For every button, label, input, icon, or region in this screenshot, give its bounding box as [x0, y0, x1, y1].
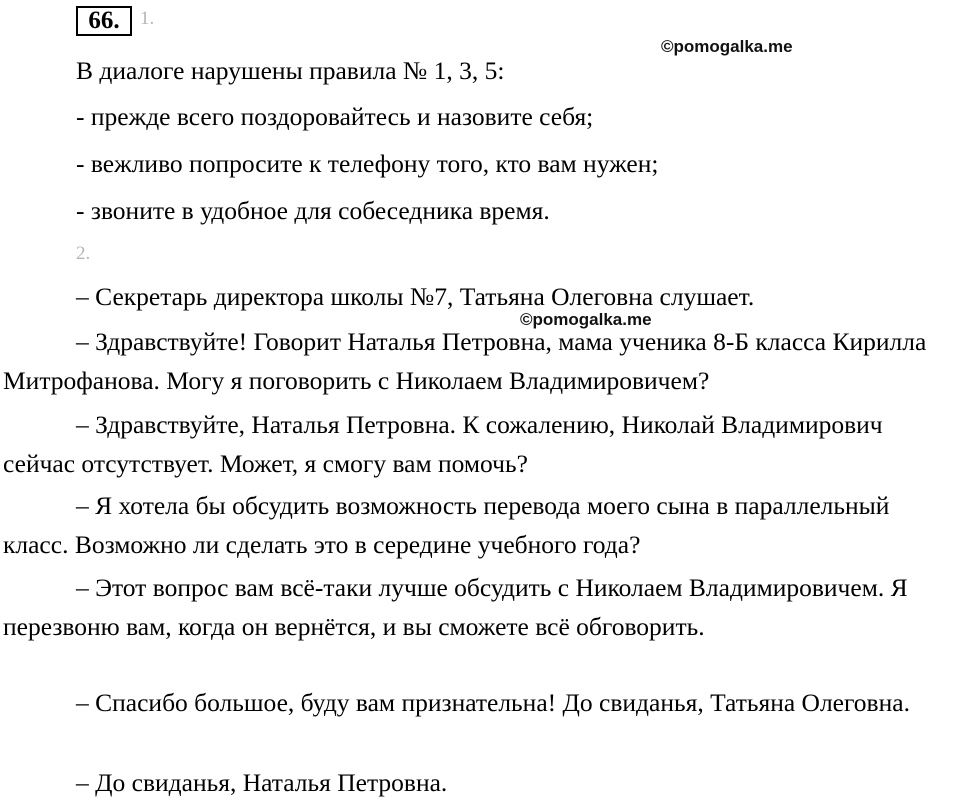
dialogue-line: – Я хотела бы обсудить возможность перевода моего сына в параллельный класс. Возможно ли сделать это в середине учебного года? — [3, 491, 890, 559]
rule-item: - прежде всего поздоровайтесь и назовите себя; — [76, 102, 594, 131]
dialogue-line: – До свиданья, Наталья Петровна. — [76, 768, 448, 797]
part-2-label: 2. — [76, 243, 91, 264]
task-number-box: 66. — [76, 6, 132, 36]
dialogue-line: – Здравствуйте, Наталья Петровна. К сожалению, Николай Владимирович сейчас отсутствует. Может, я смогу вам помочь? — [3, 410, 883, 478]
rule-item: - вежливо попросите к телефону того, кто вам нужен; — [76, 149, 659, 178]
watermark-middle: ©pomogalka.me — [520, 310, 652, 329]
part-1-label: 1. — [140, 8, 155, 29]
dialogue-line: – Секретарь директора школы №7, Татьяна Олеговна слушает. — [76, 282, 755, 311]
dialogue-line: – Спасибо большое, буду вам признательна! До свиданья, Татьяна Олеговна. — [76, 688, 910, 717]
rule-item: - звоните в удобное для собеседника время. — [76, 196, 550, 225]
part-1-intro: В диалоге нарушены правила № 1, 3, 5: — [76, 56, 505, 85]
watermark-top: ©pomogalka.me — [661, 37, 793, 56]
dialogue-line: – Здравствуйте! Говорит Наталья Петровна, мама ученика 8-Б класса Кирилла Митрофанова. Могу я поговорить с Николаем Владимировичем? — [3, 327, 927, 395]
dialogue-line: – Этот вопрос вам всё-таки лучше обсудить с Николаем Владимировичем. Я перезвоню вам, когда он вернётся, и вы сможете всё обговорить. — [3, 573, 908, 641]
